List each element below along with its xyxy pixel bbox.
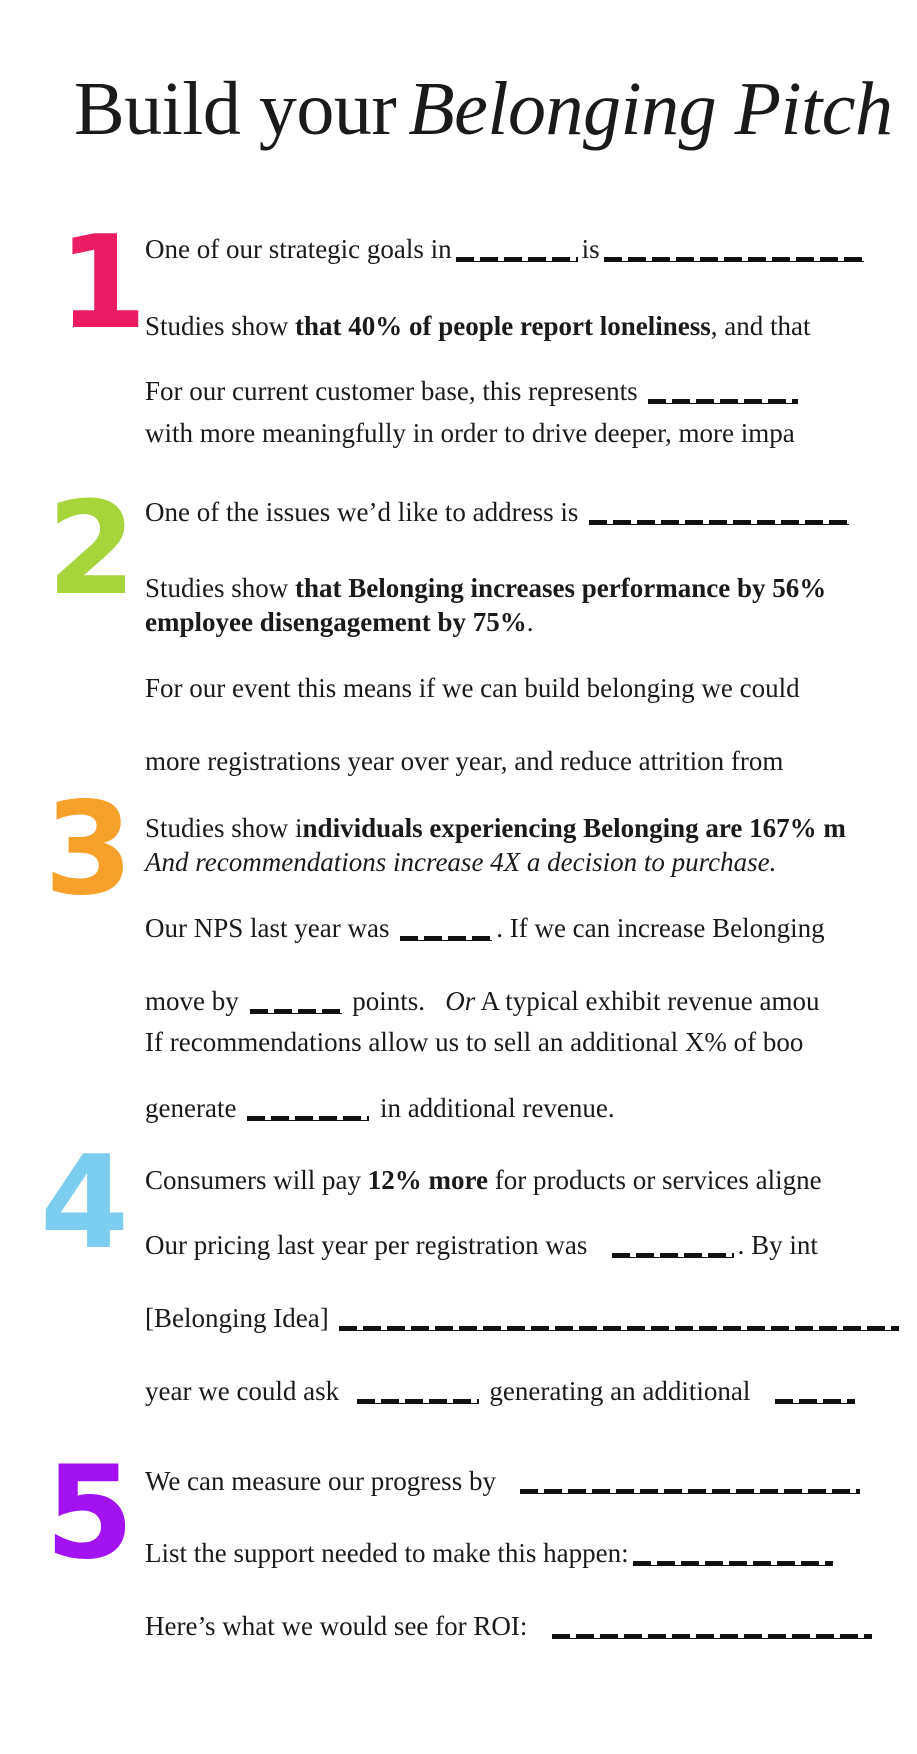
step3-studies-pre: Studies show i: [145, 813, 303, 843]
step5-measure-blank[interactable]: [520, 1471, 860, 1494]
step3-nps-blank[interactable]: [400, 918, 492, 941]
step4-idea-blank[interactable]: [339, 1308, 899, 1331]
step5-measure-line: [145, 1465, 864, 1497]
step-number-4: 4: [40, 1129, 130, 1278]
step3-if-rec-line: If recommendations allow us to sell an additional X% of boo: [145, 1027, 804, 1057]
step1-studies-post: , and that: [710, 311, 811, 341]
step1-base-blank[interactable]: [648, 381, 798, 404]
step4-ask-blank[interactable]: [357, 1381, 479, 1404]
step1-goal-line: [145, 233, 868, 265]
step4-consumers-line: [145, 1164, 822, 1196]
step3-nps-line: [145, 912, 825, 944]
step2-studies-bold2: employee disengagement by 75%: [145, 607, 527, 637]
step5-measure-label: We can measure our progress by: [145, 1466, 496, 1496]
title-part-1: Build your: [74, 67, 397, 151]
step4-ask-pre: year we could ask: [145, 1376, 340, 1406]
step1-goal-blank[interactable]: [604, 239, 864, 262]
step-number-2: 2: [47, 475, 137, 624]
step3-generate-line: [145, 1092, 615, 1124]
step5-support-line: [145, 1537, 837, 1569]
step2-studies-end: .: [526, 607, 534, 637]
step3-rec-line: And recommendations increase 4X a decision to purchase.: [145, 847, 777, 877]
step3-generate-blank[interactable]: [247, 1098, 369, 1121]
step4-additional-blank[interactable]: [775, 1381, 855, 1404]
step2-registrations-line: more registrations year over year, and reduce attrition from: [145, 746, 784, 776]
step3-gen-post: in additional revenue.: [379, 1093, 615, 1123]
step5-roi-label: Here’s what we would see for ROI:: [145, 1611, 528, 1641]
step1-studies-pre: Studies show: [145, 311, 289, 341]
step3-studies-line: [145, 812, 846, 844]
step4-price-pre: Our pricing last year per registration was: [145, 1230, 588, 1260]
step2-studies-bold1: that Belonging increases performance by 56%: [295, 573, 827, 603]
step3-move-line: [145, 985, 819, 1017]
step2-studies-cont: [145, 606, 533, 638]
step1-studies-bold: that 40% of people report loneliness: [295, 311, 711, 341]
step5-support-label: List the support needed to make this happen:: [145, 1538, 629, 1568]
step1-goal-pre: One of our strategic goals in: [145, 234, 452, 264]
step1-goal-mid: is: [581, 234, 600, 264]
title-part-2: Belonging Pitch: [408, 67, 893, 151]
step2-issue-blank[interactable]: [589, 502, 849, 525]
step3-move-mid: points.: [352, 986, 426, 1016]
step3-move-pre: move by: [145, 986, 239, 1016]
step2-studies-pre: Studies show: [145, 573, 289, 603]
step3-move-or: Or: [445, 986, 476, 1016]
step5-roi-line: [145, 1610, 876, 1642]
step5-roi-blank[interactable]: [552, 1616, 872, 1639]
step4-pricing-line: [145, 1229, 818, 1261]
step1-base-cont: with more meaningfully in order to drive deeper, more impa: [145, 418, 795, 448]
step4-ask-line: [145, 1375, 859, 1407]
step1-year-blank[interactable]: [456, 239, 578, 262]
step4-idea-line: [145, 1302, 903, 1334]
step4-idea-label: [Belonging Idea]: [145, 1303, 329, 1333]
step4-cons-post: for products or services aligne: [494, 1165, 822, 1195]
step3-nps-pre: Our NPS last year was: [145, 913, 390, 943]
step2-issue-pre: One of the issues we’d like to address is: [145, 497, 579, 527]
step3-nps-post: . If we can increase Belonging: [496, 913, 825, 943]
step4-ask-mid: generating an additional: [489, 1376, 751, 1406]
step-number-5: 5: [45, 1439, 135, 1588]
step2-studies-line: [145, 572, 826, 604]
step2-issue-line: [145, 496, 853, 528]
step1-studies-line: [145, 310, 811, 342]
step-number-1: 1: [58, 209, 148, 358]
step5-support-blank[interactable]: [633, 1543, 833, 1566]
step3-studies-bold: ndividuals experiencing Belonging are 167% m: [302, 813, 846, 843]
step1-base-pre: For our current customer base, this represents: [145, 376, 638, 406]
step4-price-post: . By int: [737, 1230, 818, 1260]
step3-move-post: A typical exhibit revenue amou: [480, 986, 820, 1016]
step2-event-line: For our event this means if we can build belonging we could: [145, 673, 800, 703]
step4-cons-pre: Consumers will pay: [145, 1165, 361, 1195]
step3-move-blank[interactable]: [250, 991, 342, 1014]
step4-pricing-blank[interactable]: [612, 1235, 734, 1258]
step4-cons-bold: 12% more: [367, 1165, 488, 1195]
step1-base-line: [145, 375, 802, 407]
step-number-3: 3: [44, 775, 134, 924]
page-title: [74, 66, 893, 153]
step3-gen-pre: generate: [145, 1093, 237, 1123]
